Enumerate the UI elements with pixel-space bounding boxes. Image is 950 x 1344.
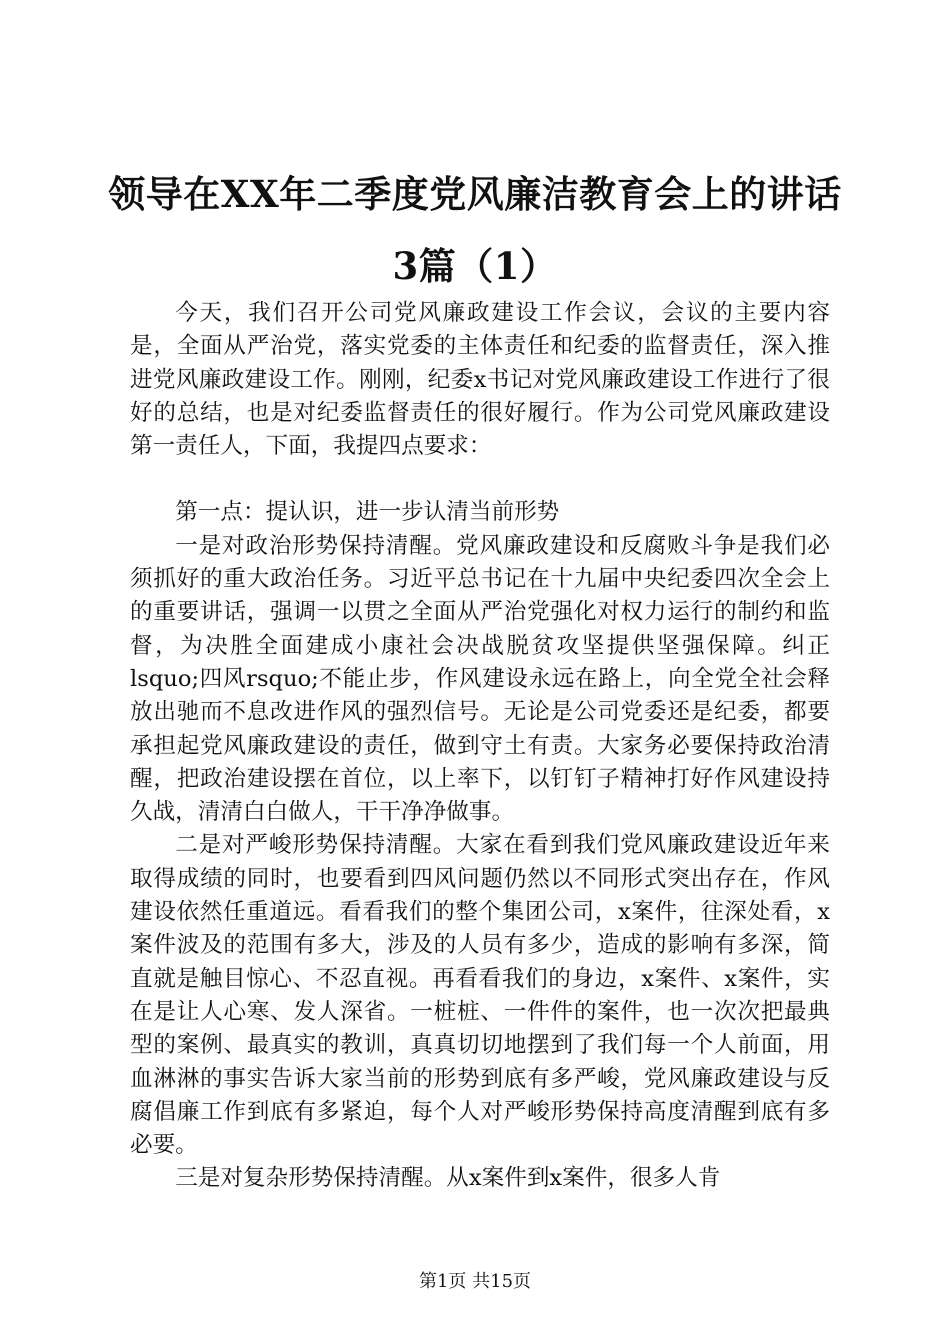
intro-paragraph: 今天，我们召开公司党风廉政建设工作会议，会议的主要内容是，全面从严治党，落实党委的主体责任和纪委的监督责任，深入推进党风廉政建设工作。刚刚，纪委x书记对党风廉政建设工作进行了很好的总结，也是对纪委监督责任的很好履行。作为公司党风廉政建设第一责任人，下面，我提四点要求： xyxy=(130,300,830,460)
section-heading: 第一点：提认识，进一步认清当前形势 xyxy=(175,499,560,526)
body-paragraph-1: 一是对政治形势保持清醒。党风廉政建设和反腐败斗争是我们必须抓好的重大政治任务。习近平总书记在十九届中央纪委四次全会上的重要讲话，强调一以贯之全面从严治党强化对权力运行的制约和监督，为决胜全面建成小康社会决战脱贫攻坚提供坚强保障。纠正lsquo;四风rsquo;不能止步，作风建设永远在路上，向全党全社会释放出驰而不息改进作风的强烈信号。无论是公司党委还是纪委，都要承担起党风廉政建设的责任，做到守土有责。大家务必要保持政治清醒，把政治建设摆在首位，以上率下，以钉钉子精神打好作风建设持久战，清清白白做人，干干净净做事。 xyxy=(130,532,830,826)
body-paragraph-2: 二是对严峻形势保持清醒。大家在看到我们党风廉政建设近年来取得成绩的同时，也要看到四风问题仍然以不同形式突出存在，作风建设依然任重道远。看看我们的整个集团公司，x案件，往深处看，x案件波及的范围有多大，涉及的人员有多少，造成的影响有多深，简直就是触目惊心、不忍直视。再看看我们的身边，x案件、x案件，实在是让人心寒、发人深省。一桩桩、一件件的案件，也一次次把最典型的案例、最真实的教训，真真切切地摆到了我们每一个人前面，用血淋淋的事实告诉大家当前的形势到底有多严峻，党风廉政建设与反腐倡廉工作到底有多紧迫，每个人对严峻形势保持高度清醒到底有多必要。 xyxy=(130,832,830,1159)
body-paragraph-3: 三是对复杂形势保持清醒。从x案件到x案件，很多人肯 xyxy=(175,1165,721,1192)
page-footer: 第1页 共15页 xyxy=(418,1271,532,1292)
document-title: 领导在XX年二季度党风廉洁教育会上的讲话3篇（1） xyxy=(108,172,842,288)
document-body xyxy=(130,297,830,1196)
